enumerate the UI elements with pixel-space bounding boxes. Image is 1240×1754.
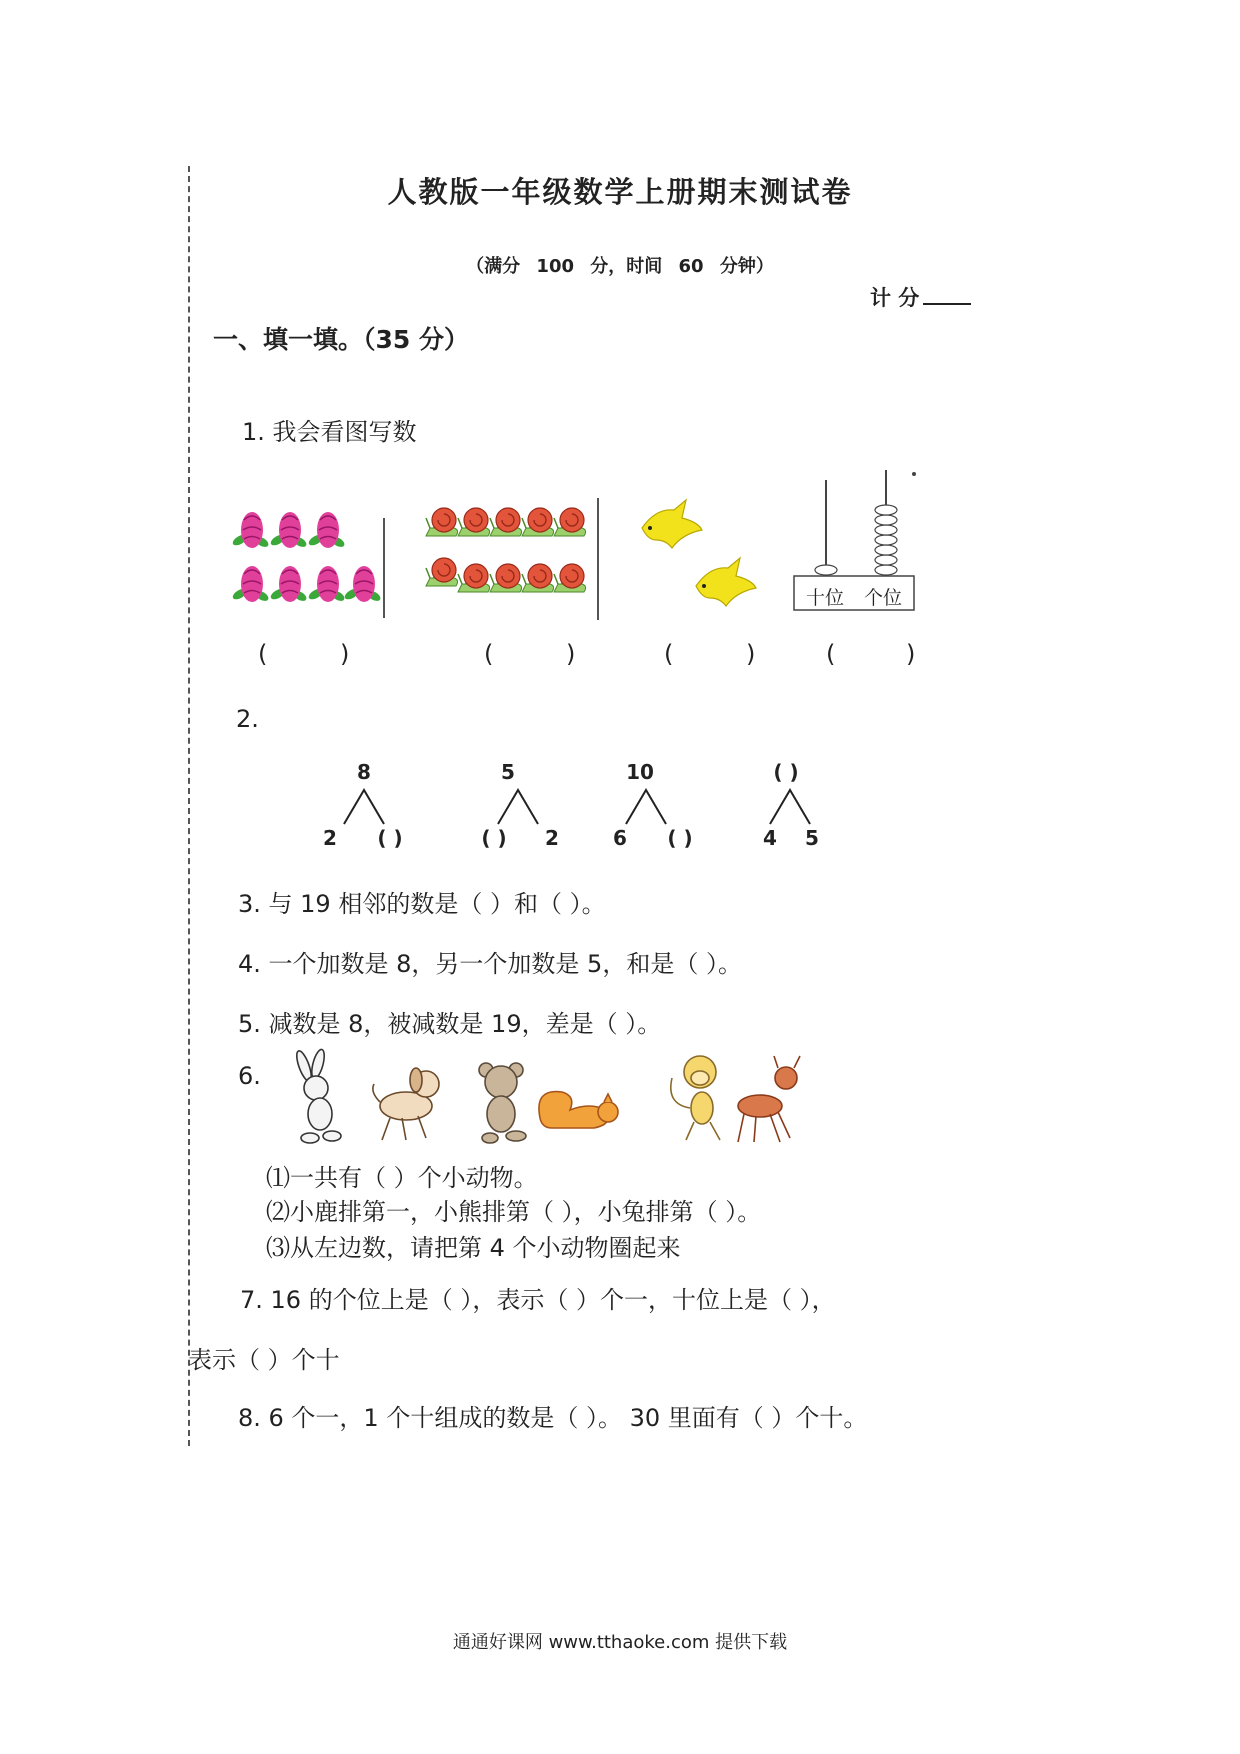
- binding-dashed-line: [188, 166, 190, 1446]
- score-field: [870, 282, 971, 312]
- bond-4-branches: [766, 786, 816, 826]
- snail-group-icon: [424, 498, 604, 624]
- flower-group-icon: [232, 506, 392, 626]
- q1-answer-3-close: ): [746, 640, 756, 668]
- bond-4-top: ( ): [773, 760, 799, 784]
- q7-line1: 7. 16 的个位上是（ ），表示（ ）个一，十位上是（ ），: [240, 1286, 836, 1314]
- page-title: 人教版一年级数学上册期末测试卷: [387, 175, 853, 209]
- section-1-heading: 一、填一填。（35 分）: [213, 325, 469, 354]
- bird-pair-icon: [636, 500, 766, 624]
- q1-answer-2-open: (: [484, 640, 494, 668]
- bond-3-top: 10: [626, 760, 654, 784]
- q1-answer-1-close: ): [340, 640, 350, 668]
- ones-bead: [875, 505, 897, 515]
- ones-bead: [875, 545, 897, 555]
- bond-1-branches: [340, 786, 390, 826]
- bond-2-top: 5: [501, 760, 515, 784]
- bond-2-left: ( ): [481, 826, 507, 850]
- monkey-icon: [671, 1056, 720, 1140]
- q1-answer-1-open: (: [258, 640, 268, 668]
- q6-sub2: ⑵小鹿排第一，小熊排第（ ），小兔排第（ ）。: [266, 1198, 762, 1226]
- bond-3-right: ( ): [667, 826, 693, 850]
- score-label: 计 分: [870, 286, 920, 310]
- bond-4-left: 4: [763, 826, 777, 850]
- q3-text: 3. 与 19 相邻的数是（ ）和（ ）。: [238, 890, 606, 918]
- q7-line2: 表示（ ）个十: [188, 1346, 340, 1374]
- ones-bead: [875, 535, 897, 545]
- q6-sub3: ⑶从左边数，请把第 4 个小动物圈起来: [266, 1234, 681, 1262]
- dog-icon: [373, 1068, 439, 1140]
- q1-answer-4-close: ): [906, 640, 916, 668]
- abacus-ones-label: 个位: [864, 587, 903, 609]
- deer-icon: [738, 1056, 800, 1142]
- bond-1-top: 8: [357, 760, 371, 784]
- bond-1-left: 2: [323, 826, 337, 850]
- ones-bead: [875, 555, 897, 565]
- ones-bead: [875, 565, 897, 575]
- tens-bead: [815, 565, 837, 575]
- q1-answer-4-open: (: [826, 640, 836, 668]
- q6-label: 6.: [238, 1062, 261, 1090]
- page-subtitle: （满分 100 分，时间 60 分钟）: [466, 256, 774, 277]
- bond-2-branches: [494, 786, 544, 826]
- bond-4-right: 5: [805, 826, 819, 850]
- bond-2-right: 2: [545, 826, 559, 850]
- ones-bead: [875, 525, 897, 535]
- q1-answer-3-open: (: [664, 640, 674, 668]
- squirrel-icon: [539, 1092, 618, 1128]
- animal-row: [290, 1048, 890, 1148]
- q1-answer-2-close: ): [566, 640, 576, 668]
- rabbit-icon: [294, 1048, 341, 1143]
- q6-sub1: ⑴一共有（ ）个小动物。: [266, 1164, 538, 1192]
- q5-text: 5. 减数是 8，被减数是 19，差是（ ）。: [238, 1010, 662, 1038]
- q4-text: 4. 一个加数是 8，另一个加数是 5，和是（ ）。: [238, 950, 742, 978]
- footer-credit: 通通好课网 www.tthaoke.com 提供下载: [452, 1632, 788, 1653]
- bond-3-left: 6: [613, 826, 627, 850]
- score-blank[interactable]: [923, 285, 971, 305]
- bond-3-branches: [622, 786, 672, 826]
- bear-icon: [479, 1063, 526, 1143]
- q8-text: 8. 6 个一，1 个十组成的数是（ ）。 30 里面有（ ）个十。: [238, 1404, 868, 1432]
- ones-bead: [875, 515, 897, 525]
- abacus-tens-label: 十位: [806, 587, 845, 609]
- bond-1-right: ( ): [377, 826, 403, 850]
- q1-label: 1. 我会看图写数: [242, 418, 417, 446]
- q2-label: 2.: [236, 705, 259, 733]
